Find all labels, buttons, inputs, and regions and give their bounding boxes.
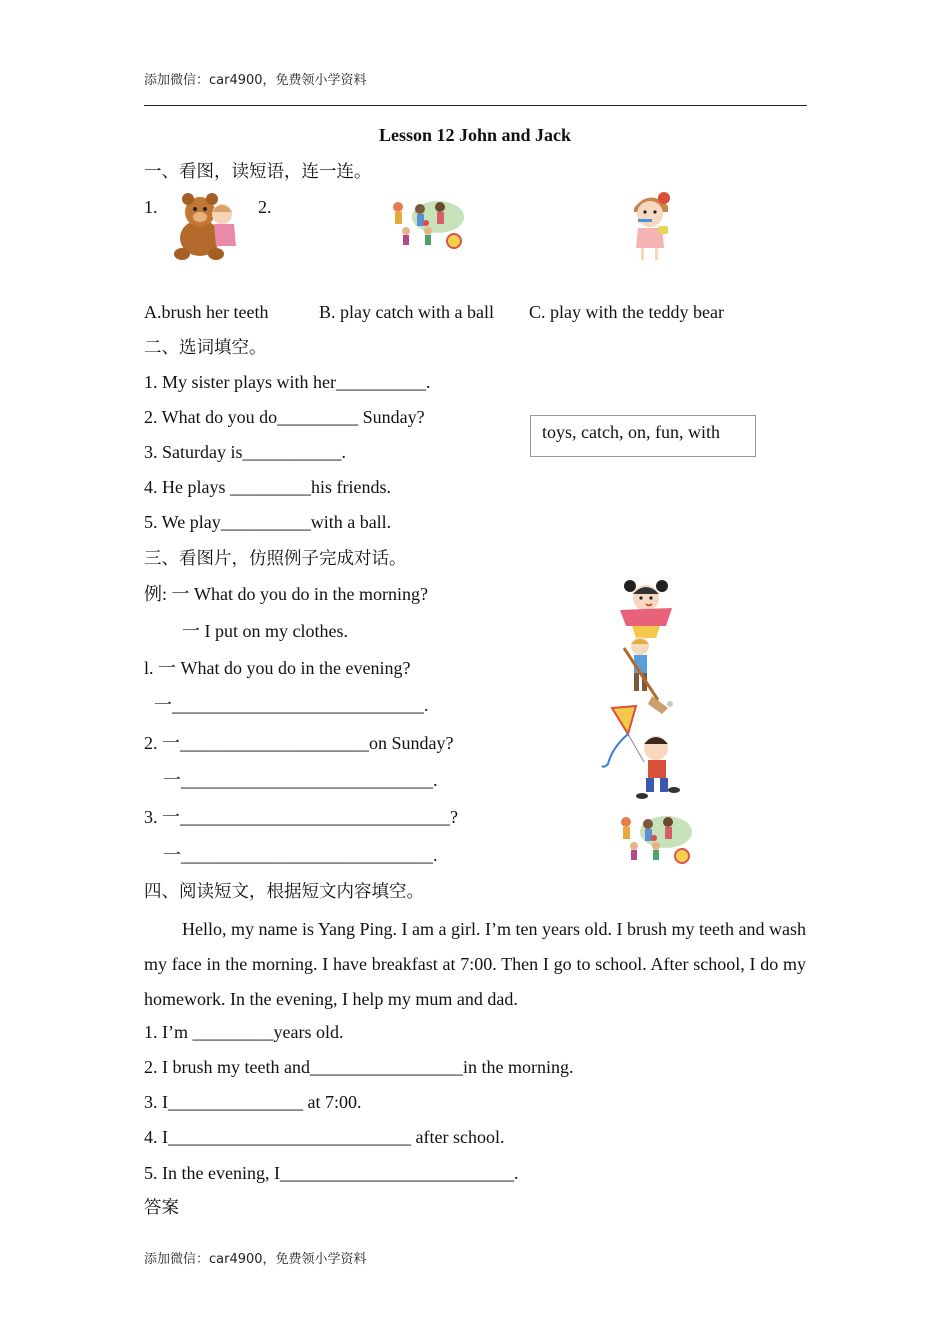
- picture-number-2: 2.: [258, 197, 272, 217]
- reading-item-1: 1. I’m _________years old.: [144, 1022, 344, 1042]
- reading-item-5: 5. In the evening, I__________________________.: [144, 1163, 519, 1183]
- dialog-question-2: 2. 一_____________________on Sunday?: [144, 733, 454, 753]
- option-c: C. play with the teddy bear: [529, 302, 724, 322]
- example-question: 例: 一 What do you do in the morning?: [144, 584, 428, 604]
- picture-number-1: 1.: [144, 197, 158, 217]
- reading-item-3: 3. I_______________ at 7:00.: [144, 1092, 362, 1112]
- dialog-answer-3: 一____________________________.: [163, 845, 438, 865]
- kids-playing-catch-picture: [616, 812, 694, 870]
- header-rule: [144, 105, 807, 106]
- fill-item-2: 2. What do you do_________ Sunday?: [144, 407, 425, 427]
- option-b: B. play catch with a ball: [319, 302, 494, 322]
- page-header: 添加微信：car4900，免费领小学资料: [144, 73, 367, 88]
- reading-item-4: 4. I___________________________ after school.: [144, 1127, 505, 1147]
- answer-heading: 答案: [144, 1198, 179, 1218]
- page-footer: 添加微信：car4900，免费领小学资料: [144, 1252, 367, 1267]
- teddy-bear-picture: [170, 190, 240, 262]
- example-answer: 一 I put on my clothes.: [182, 621, 348, 641]
- boy-flying-kite-picture: [598, 704, 686, 804]
- page-title: Lesson 12 John and Jack: [378, 125, 572, 145]
- dialog-answer-1: 一____________________________.: [154, 695, 429, 715]
- fill-item-1: 1. My sister plays with her__________.: [144, 372, 431, 392]
- section2-heading: 二、选词填空。: [144, 338, 267, 358]
- section1-heading: 一、看图，读短语，连一连。: [144, 162, 372, 182]
- option-a: A.brush her teeth: [144, 302, 269, 322]
- reading-item-2: 2. I brush my teeth and_________________in the morning.: [144, 1057, 574, 1077]
- dialog-answer-2: 一____________________________.: [163, 770, 438, 790]
- word-bank-box: toys, catch, on, fun, with: [530, 415, 756, 457]
- section4-heading: 四、阅读短文，根据短文内容填空。: [144, 882, 424, 902]
- fill-item-4: 4. He plays _________his friends.: [144, 477, 391, 497]
- girl-putting-on-clothes-picture: [616, 578, 676, 638]
- kids-playing-ball-picture: [388, 197, 466, 255]
- fill-item-5: 5. We play__________with a ball.: [144, 512, 392, 532]
- dialog-question-3: 3. 一______________________________?: [144, 807, 458, 827]
- section3-heading: 三、看图片，仿照例子完成对话。: [144, 549, 407, 569]
- reading-passage: Hello, my name is Yang Ping. I am a girl. I’m ten years old. I brush my teeth and wash my face in the morning. I have breakfast at 7:00. Then I go to school. After school, I do my homework. In the evening, I help my mum and dad.: [144, 919, 806, 1009]
- fill-item-3: 3. Saturday is___________.: [144, 442, 346, 462]
- dialog-question-1: l. 一 What do you do in the evening?: [144, 658, 411, 678]
- girl-brushing-teeth-picture: [624, 190, 676, 262]
